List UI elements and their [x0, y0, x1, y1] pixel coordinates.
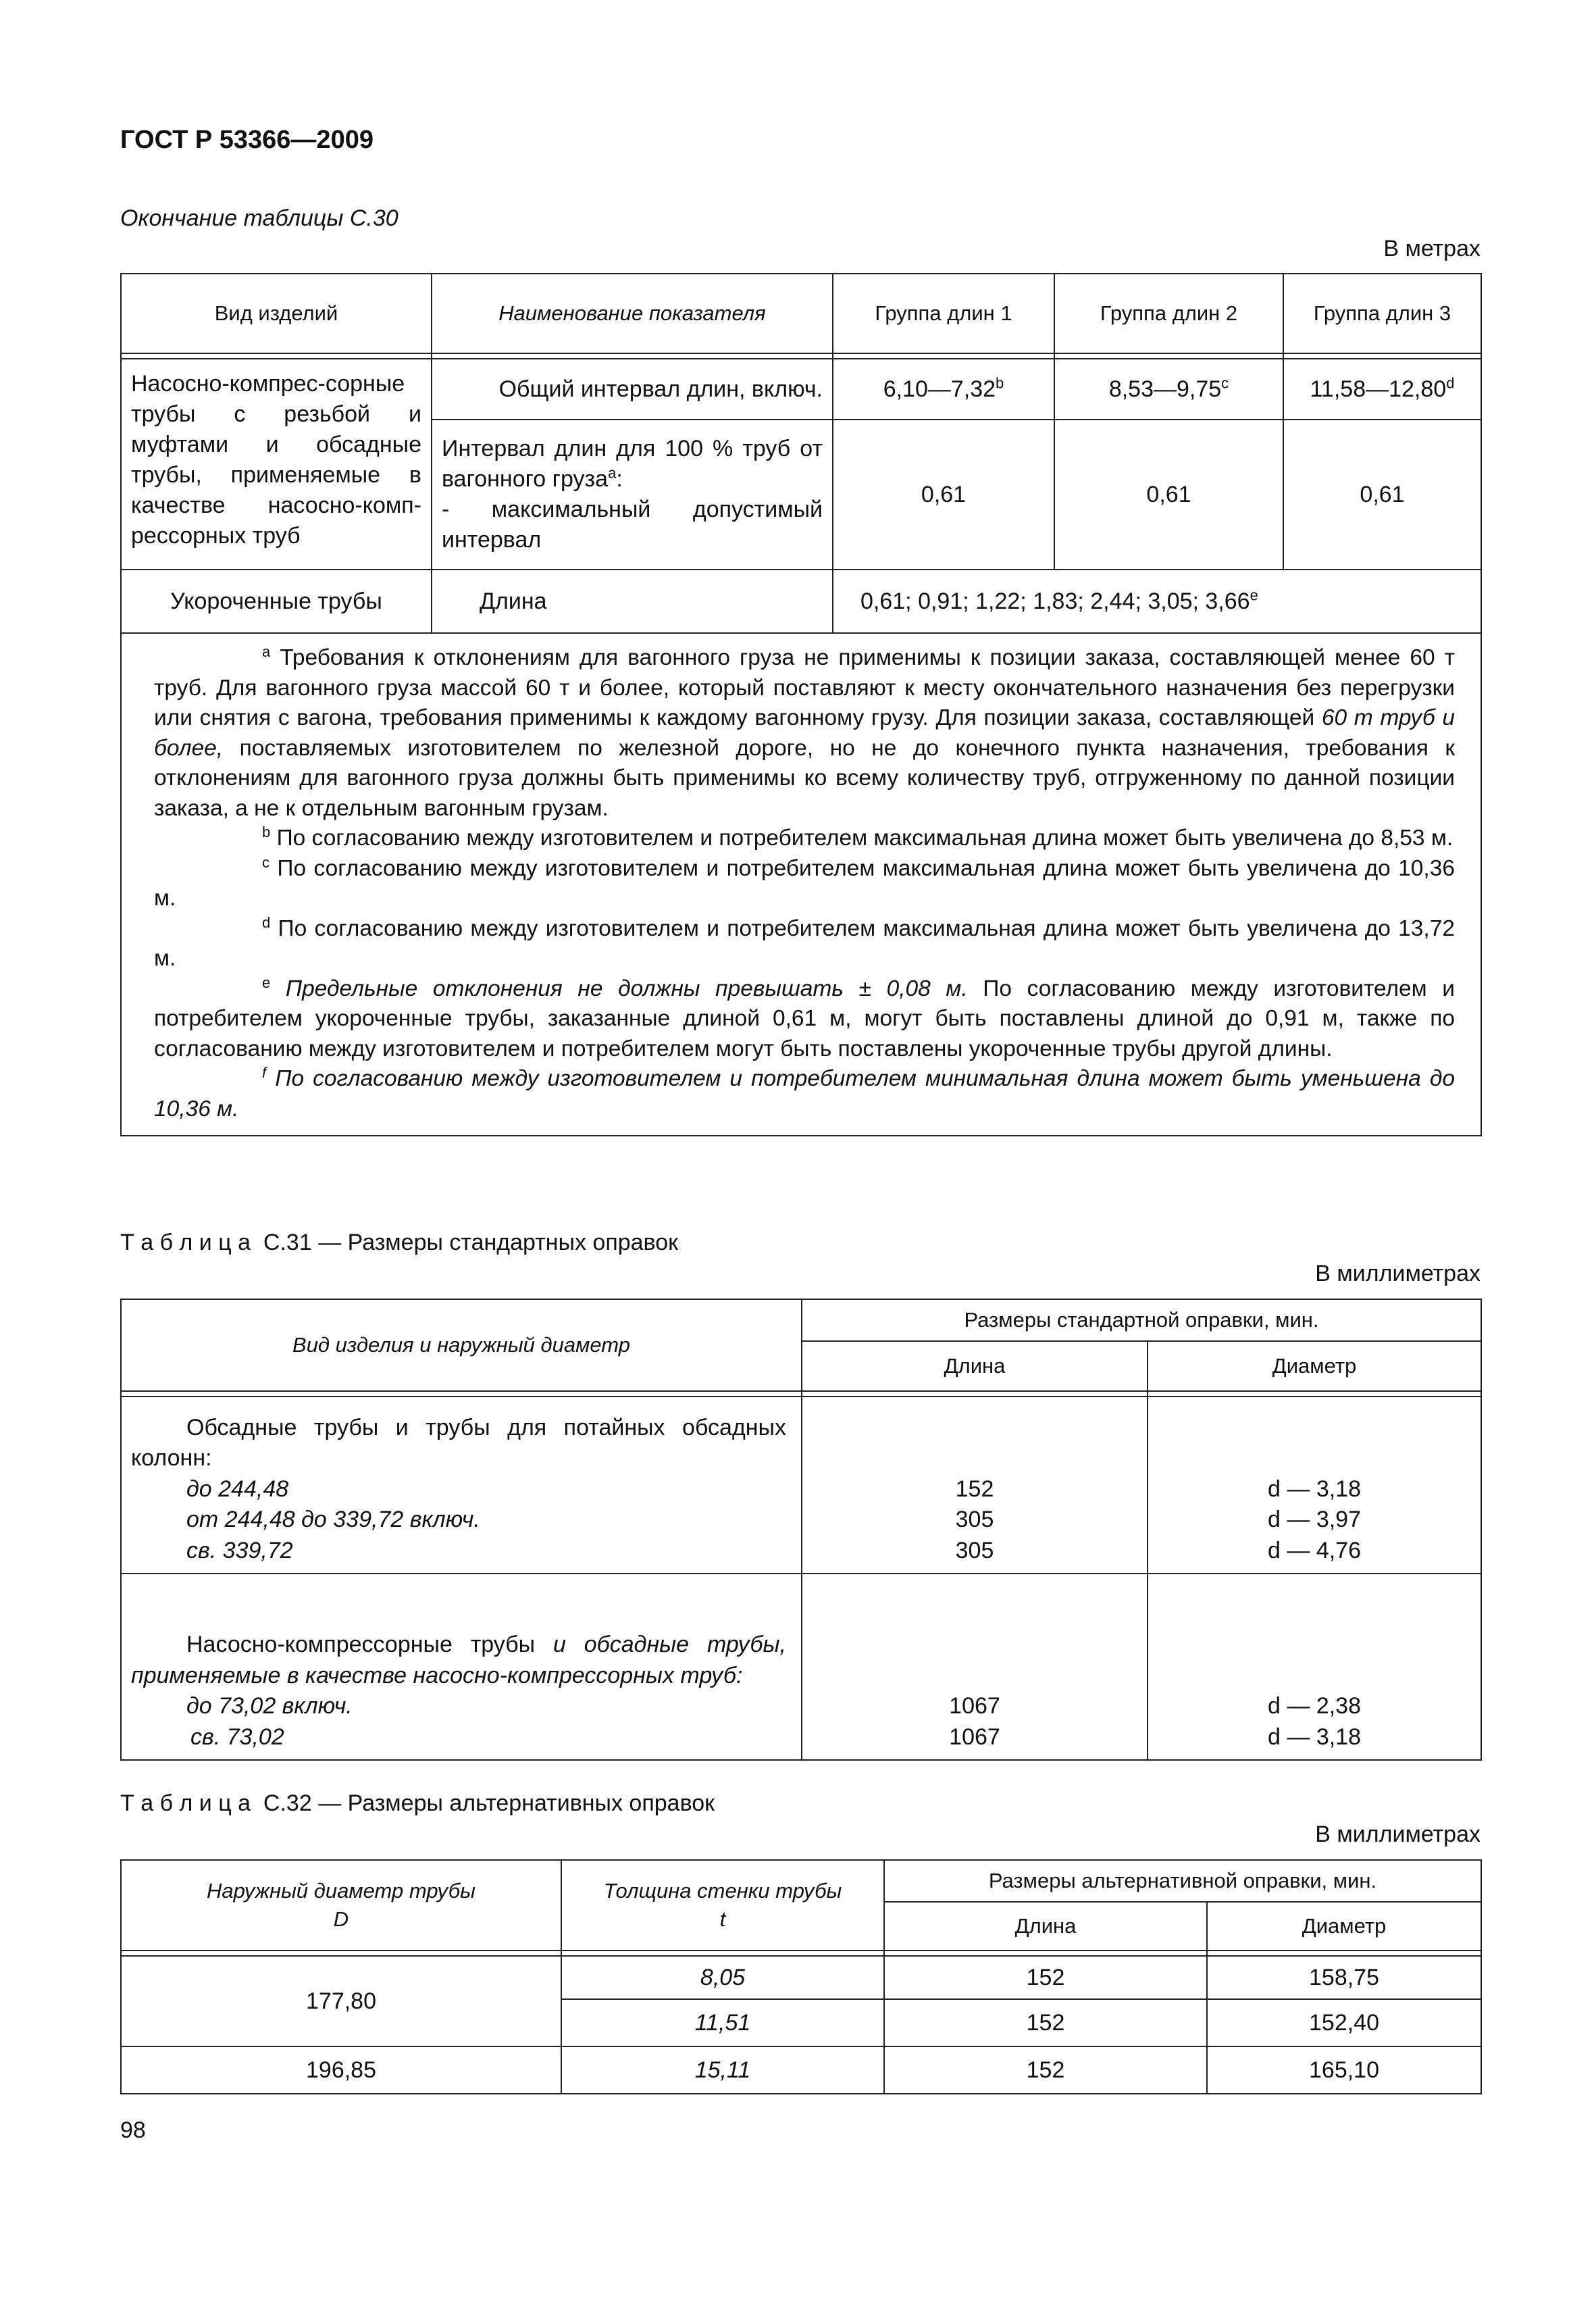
- group-casing: [121, 1397, 802, 1574]
- cell-g2-carload: 0,61: [1054, 420, 1283, 570]
- table-c32-caption: Т а б л и ц а С.32 — Размеры альтернативных оправок: [120, 1790, 715, 1816]
- group-casing-row-3-label: св. 339,72: [186, 1537, 293, 1563]
- cell-outer-diameter: 177,80: [121, 1956, 561, 2046]
- group-casing-row-2-label: от 244,48 до 339,72 включ.: [186, 1507, 480, 1532]
- length-value: 152: [955, 1476, 994, 1502]
- cell-length: 152: [884, 1956, 1207, 1999]
- row-pump-compressor-product: [121, 359, 432, 570]
- diameter-value: d — 4,76: [1268, 1537, 1361, 1563]
- group-casing-row-1-label: до 244,48: [186, 1476, 289, 1502]
- col-header-wall-thickness: Толщина стенки трубы t: [561, 1860, 884, 1951]
- diameter-value: d — 3,18: [1268, 1724, 1361, 1750]
- col-header-alt-mandrel-size: Размеры альтернативной оправки, мин.: [884, 1860, 1481, 1902]
- cell-g2-total: 8,53—9,75$^c$: [1054, 359, 1283, 420]
- cell-diameter: 152,40: [1207, 1999, 1481, 2046]
- cell-g3-carload: 0,61: [1283, 420, 1481, 570]
- cell-diameter: 165,10: [1207, 2046, 1481, 2094]
- col-header-outer-diameter: Наружный диаметр трубы D: [121, 1860, 561, 1951]
- table-c30-notes: [121, 633, 1481, 1136]
- indicator-length: Длина: [432, 570, 833, 633]
- cell-g1-carload: 0,61: [833, 420, 1054, 570]
- indicator-carload-interval: Интервал длин для 100 % труб от вагонного груза$^а$: - максимальный допустимый интервал: [432, 420, 833, 570]
- col-header-indicator: Наименование показателя: [432, 274, 833, 353]
- page-number: 98: [120, 2117, 146, 2143]
- cell-wall-thickness: 8,05: [561, 1956, 884, 1999]
- group-tubing-row-1-label: до 73,02 включ.: [186, 1693, 353, 1719]
- note-f: $^f$ По согласованию между изготовителем и потребителем минимальная длина может быть уменьшена до 10,36 м.: [154, 1063, 1455, 1122]
- note-d: $^d$ По согласованию между изготовителем и потребителем максимальная длина может быть увеличена до 13,72 м.: [154, 913, 1455, 971]
- col-header-length: Длина: [884, 1902, 1207, 1951]
- indicator-total-interval: Общий интервал длин, включ.: [432, 359, 833, 420]
- group-tubing-diameters: [1148, 1574, 1481, 1760]
- col-header-group-1: Группа длин 1: [833, 274, 1054, 353]
- row-short-pipes-product: Укороченные трубы: [121, 570, 432, 633]
- cell-wall-thickness: 11,51: [561, 1999, 884, 2046]
- cell-length: 152: [884, 1999, 1207, 2046]
- diameter-value: d — 3,18: [1268, 1476, 1361, 1502]
- col-header-group-3: Группа длин 3: [1283, 274, 1481, 353]
- group-tubing-row-2-label: св. 73,02: [190, 1724, 284, 1750]
- cell-outer-diameter: 196,85: [121, 2046, 561, 2094]
- diameter-value: d — 3,97: [1268, 1507, 1361, 1532]
- group-casing-title: Обсадные трубы и трубы для потайных обсадных колонн:: [131, 1414, 786, 1471]
- table-c30-units: В метрах: [1383, 236, 1481, 261]
- group-casing-diameters: [1148, 1397, 1481, 1574]
- length-value: 305: [955, 1507, 994, 1532]
- col-header-length: Длина: [802, 1341, 1148, 1391]
- note-a: $^а$ Требования к отклонениям для вагонного груза не применимы к позиции заказа, составляющей менее 60 т труб. Для вагонного груза массой 60 т и более, который поставляют к месту окончательного назначения без перегрузки или снятия с вагона, требования применимы к каждому вагонному грузу. Для позиции заказа, составляющей 60 т труб и более, поставляемых изготовителем по железной дороге, но не до конечного пункта назначения, требования к отклонениям для вагонного груза должны быть применимы ко всему количеству труб, отгруженному по данной позиции заказа, а не к отдельным вагонным грузам.: [154, 643, 1455, 821]
- col-header-diameter: Диаметр: [1207, 1902, 1481, 1951]
- diameter-value: d — 2,38: [1268, 1693, 1361, 1719]
- col-header-product-type: Вид изделий: [121, 274, 432, 353]
- col-header-mandrel-size: Размеры стандартной оправки, мин.: [802, 1299, 1481, 1341]
- length-value: 1067: [949, 1693, 1000, 1719]
- group-tubing-lengths: [802, 1574, 1148, 1760]
- table-c31: [120, 1299, 1482, 1761]
- table-c30: [120, 273, 1482, 1136]
- table-c32: [120, 1859, 1482, 2094]
- length-value: 305: [955, 1537, 994, 1563]
- table-c30-caption: Окончание таблицы С.30: [120, 205, 398, 231]
- note-e: $^е$ Предельные отклонения не должны превышать ± 0,08 м. По согласованию между изготовителем и потребителем укороченные трубы, заказанные длиной 0,61 м, могут быть поставлены длиной до 0,91 м, также по согласованию между изготовителем и потребителем могут быть поставлены укороченные трубы другой длины.: [154, 974, 1456, 1061]
- product-name: Насосно-компрес-сорные трубы с резьбой и муфтами и обсадные трубы, применяемые в качестве насосно-комп-рессорных труб: [131, 371, 421, 549]
- table-c31-caption: Т а б л и ц а С.31 — Размеры стандартных оправок: [120, 1230, 679, 1255]
- note-c: $^c$ По согласованию между изготовителем и потребителем максимальная длина может быть увеличена до 10,36 м.: [154, 853, 1455, 911]
- cell-short-pipe-lengths: 0,61; 0,91; 1,22; 1,83; 2,44; 3,05; 3,66e: [833, 570, 1481, 633]
- cell-g1-total: 6,10—7,32$^b$: [833, 359, 1054, 420]
- cell-length: 152: [884, 2046, 1207, 2094]
- table-c32-units: В миллиметрах: [1315, 1821, 1481, 1847]
- group-tubing: [121, 1574, 802, 1760]
- col-header-group-2: Группа длин 2: [1054, 274, 1283, 353]
- group-casing-lengths: [802, 1397, 1148, 1574]
- document-code: ГОСТ Р 53366—2009: [120, 126, 374, 154]
- note-b: $^b$ По согласованию между изготовителем и потребителем максимальная длина может быть увеличена до 8,53 м.: [262, 823, 1453, 851]
- cell-wall-thickness: 15,11: [561, 2046, 884, 2094]
- cell-g3-total: 11,58—12,80$^d$: [1283, 359, 1481, 420]
- table-c31-units: В миллиметрах: [1315, 1261, 1481, 1286]
- col-header-diameter: Диаметр: [1148, 1341, 1481, 1391]
- length-value: 1067: [949, 1724, 1000, 1750]
- cell-diameter: 158,75: [1207, 1956, 1481, 1999]
- group-tubing-title: Насосно-компрессорные трубы и обсадные трубы, применяемые в качестве насосно-компрессорных труб:: [131, 1632, 786, 1688]
- col-header-product-diameter: Вид изделия и наружный диаметр: [121, 1299, 802, 1391]
